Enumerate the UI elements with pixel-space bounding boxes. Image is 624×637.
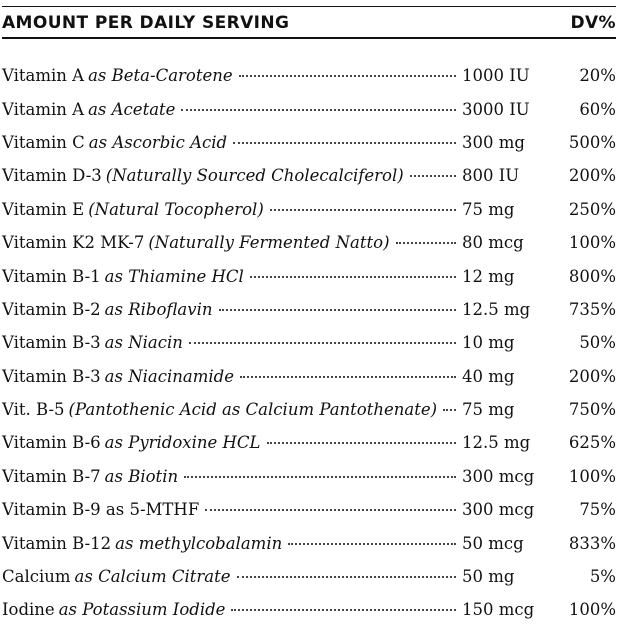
dot-leader bbox=[288, 543, 456, 545]
nutrient-dv: 250% bbox=[568, 199, 616, 219]
nutrient-amount: 80 mcg bbox=[462, 233, 524, 253]
nutrient-name-cell bbox=[2, 500, 462, 519]
dot-leader bbox=[443, 409, 456, 411]
nutrient-row bbox=[2, 493, 616, 526]
nutrient-name: Iodine bbox=[2, 600, 55, 620]
nutrient-amount: 50 mg bbox=[462, 567, 515, 587]
nutrient-amount: 75 mg bbox=[462, 199, 515, 219]
nutrient-form: (Naturally Fermented Natto) bbox=[148, 233, 390, 253]
nutrient-row bbox=[2, 259, 616, 292]
nutrient-row bbox=[2, 560, 616, 593]
nutrient-form: as Potassium Iodide bbox=[58, 600, 226, 620]
dot-leader bbox=[239, 75, 456, 77]
dot-leader bbox=[231, 609, 456, 611]
nutrient-amount: 150 mcg bbox=[462, 600, 535, 620]
nutrient-row bbox=[2, 426, 616, 459]
nutrient-name: Calcium bbox=[2, 567, 71, 587]
nutrient-dv: 5% bbox=[589, 567, 616, 587]
nutrient-form: as Riboflavin bbox=[104, 299, 213, 319]
nutrient-dv: 75% bbox=[579, 500, 616, 520]
nutrient-form: as Thiamine HCl bbox=[104, 266, 244, 286]
nutrient-row bbox=[2, 526, 616, 559]
nutrient-form: (Pantothenic Acid as Calcium Pantothenate) bbox=[68, 400, 438, 420]
nutrient-row bbox=[2, 393, 616, 426]
nutrient-dv: 200% bbox=[568, 166, 616, 186]
nutrient-dv: 100% bbox=[568, 600, 616, 620]
nutrient-name-cell bbox=[2, 66, 462, 85]
nutrient-name: Vitamin A bbox=[2, 99, 85, 119]
dot-leader bbox=[410, 175, 456, 177]
header-title: AMOUNT PER DAILY SERVING bbox=[2, 13, 290, 33]
dot-leader bbox=[189, 342, 456, 344]
nutrient-amount: 10 mg bbox=[462, 333, 515, 353]
nutrient-dv: 833% bbox=[568, 533, 616, 553]
nutrient-amount: 3000 IU bbox=[462, 99, 530, 119]
dot-leader bbox=[267, 442, 457, 444]
nutrient-row bbox=[2, 293, 616, 326]
nutrient-name-cell bbox=[2, 600, 462, 619]
nutrient-amount: 50 mcg bbox=[462, 533, 524, 553]
nutrient-amount: 12.5 mg bbox=[462, 299, 531, 319]
nutrient-name-cell bbox=[2, 367, 462, 386]
nutrient-row bbox=[2, 159, 616, 192]
nutrient-name-cell bbox=[2, 166, 462, 185]
nutrient-row bbox=[2, 326, 616, 359]
nutrient-name: Vitamin E bbox=[2, 199, 85, 219]
nutrient-name-cell bbox=[2, 133, 462, 152]
nutrient-name-cell bbox=[2, 567, 462, 586]
nutrient-name: Vit. B-5 bbox=[2, 400, 65, 420]
nutrient-row bbox=[2, 226, 616, 259]
nutrient-name: Vitamin B-6 bbox=[2, 433, 101, 453]
nutrient-form: (Naturally Sourced Cholecalciferol) bbox=[105, 166, 404, 186]
nutrient-form: as Pyridoxine HCL bbox=[104, 433, 261, 453]
nutrient-name: Vitamin B-7 bbox=[2, 466, 101, 486]
nutrient-row bbox=[2, 193, 616, 226]
nutrient-amount: 1000 IU bbox=[462, 66, 530, 86]
nutrient-name-cell bbox=[2, 233, 462, 252]
nutrient-row bbox=[2, 126, 616, 159]
nutrient-row bbox=[2, 59, 616, 92]
nutrient-name-cell bbox=[2, 333, 462, 352]
nutrient-form: as Acetate bbox=[88, 99, 176, 119]
nutrient-name: Vitamin K2 MK-7 bbox=[2, 233, 145, 253]
nutrient-name: Vitamin D-3 bbox=[2, 166, 102, 186]
nutrient-dv: 200% bbox=[568, 366, 616, 386]
nutrient-amount: 300 mcg bbox=[462, 466, 535, 486]
nutrient-name-cell bbox=[2, 300, 462, 319]
nutrient-form: as Niacin bbox=[104, 333, 183, 353]
nutrient-dv: 100% bbox=[568, 233, 616, 253]
dot-leader bbox=[270, 209, 456, 211]
nutrient-dv: 100% bbox=[568, 466, 616, 486]
dot-leader bbox=[250, 276, 456, 278]
nutrient-name: Vitamin B-9 as 5-MTHF bbox=[2, 500, 200, 520]
nutrient-amount: 40 mg bbox=[462, 366, 515, 386]
nutrient-amount: 12 mg bbox=[462, 266, 515, 286]
nutrient-amount: 800 IU bbox=[462, 166, 520, 186]
nutrient-dv: 20% bbox=[579, 66, 616, 86]
nutrient-dv: 60% bbox=[579, 99, 616, 119]
nutrient-dv: 50% bbox=[579, 333, 616, 353]
nutrient-form: as Beta-Carotene bbox=[88, 66, 233, 86]
nutrient-name: Vitamin A bbox=[2, 66, 85, 86]
nutrient-name: Vitamin B-2 bbox=[2, 299, 101, 319]
nutrient-form: as Biotin bbox=[104, 466, 179, 486]
nutrient-name-cell bbox=[2, 400, 462, 419]
nutrient-row bbox=[2, 460, 616, 493]
nutrient-form: as Calcium Citrate bbox=[74, 567, 231, 587]
header-dv-label: DV% bbox=[570, 13, 616, 33]
nutrient-name: Vitamin C bbox=[2, 132, 85, 152]
nutrient-name: Vitamin B-3 bbox=[2, 333, 101, 353]
nutrient-form: (Natural Tocopherol) bbox=[88, 199, 264, 219]
table-header bbox=[2, 11, 616, 35]
nutrient-form: as methylcobalamin bbox=[115, 533, 283, 553]
nutrient-row bbox=[2, 360, 616, 393]
dot-leader bbox=[240, 376, 456, 378]
nutrient-dv: 735% bbox=[568, 299, 616, 319]
dot-leader bbox=[181, 109, 456, 111]
nutrient-dv: 800% bbox=[568, 266, 616, 286]
nutrient-amount: 300 mg bbox=[462, 132, 525, 152]
nutrient-name-cell bbox=[2, 433, 462, 452]
dot-leader bbox=[184, 476, 456, 478]
nutrient-name-cell bbox=[2, 467, 462, 486]
nutrient-name: Vitamin B-12 bbox=[2, 533, 112, 553]
dot-leader bbox=[205, 509, 456, 511]
header-rule bbox=[2, 37, 616, 39]
nutrient-name-cell bbox=[2, 534, 462, 553]
dot-leader bbox=[237, 576, 456, 578]
nutrient-name: Vitamin B-1 bbox=[2, 266, 101, 286]
nutrient-name-cell bbox=[2, 100, 462, 119]
dot-leader bbox=[219, 309, 457, 311]
nutrient-amount: 75 mg bbox=[462, 400, 515, 420]
dot-leader bbox=[396, 242, 456, 244]
nutrient-dv: 750% bbox=[568, 400, 616, 420]
nutrient-list bbox=[2, 59, 616, 627]
nutrient-form: as Ascorbic Acid bbox=[88, 132, 228, 152]
nutrient-row bbox=[2, 593, 616, 626]
nutrient-amount: 300 mcg bbox=[462, 500, 535, 520]
dot-leader bbox=[233, 142, 456, 144]
nutrient-name-cell bbox=[2, 267, 462, 286]
nutrient-name: Vitamin B-3 bbox=[2, 366, 101, 386]
nutrient-form: as Niacinamide bbox=[104, 366, 235, 386]
top-rule bbox=[2, 6, 616, 7]
nutrient-name-cell bbox=[2, 200, 462, 219]
nutrient-amount: 12.5 mg bbox=[462, 433, 531, 453]
nutrient-dv: 500% bbox=[568, 132, 616, 152]
nutrient-dv: 625% bbox=[568, 433, 616, 453]
nutrient-row bbox=[2, 92, 616, 125]
